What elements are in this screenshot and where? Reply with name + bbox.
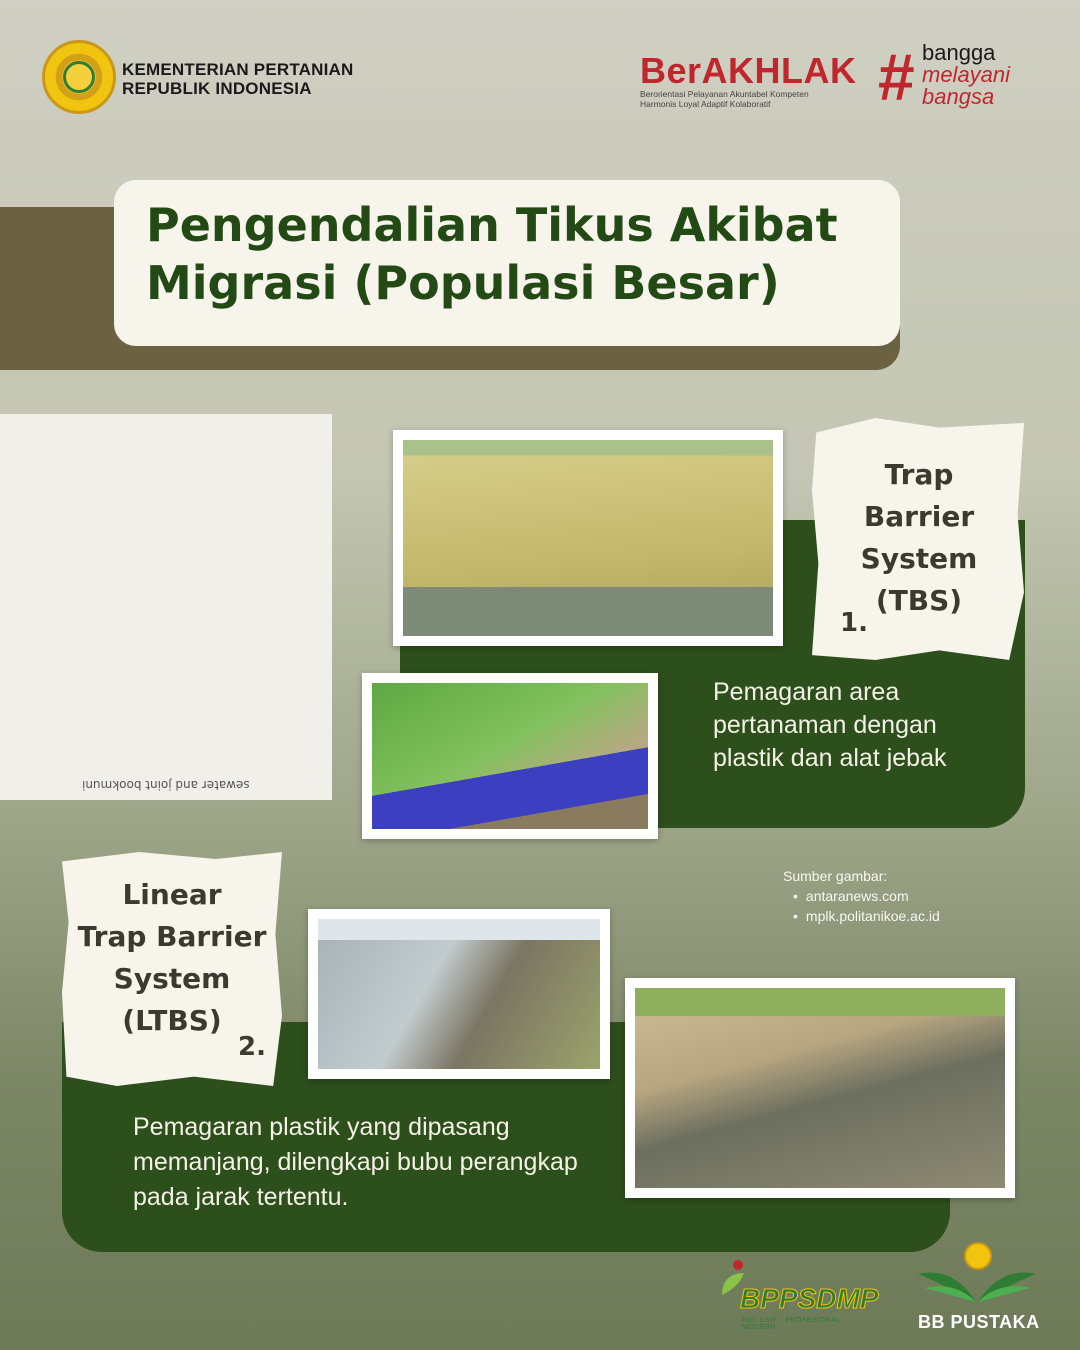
ltbs-photo-1-image <box>318 919 600 1069</box>
ministry-line1: KEMENTERIAN PERTANIAN <box>122 60 354 79</box>
page-title <box>146 196 886 312</box>
tbs-label-line: System <box>860 542 978 575</box>
ministry-name <box>122 60 354 98</box>
ltbs-label <box>72 874 272 1042</box>
book-wing-left-icon <box>918 1264 976 1304</box>
bangga-melayani-bangsa-logo <box>922 42 1010 108</box>
tbs-photo-1 <box>393 430 783 646</box>
tbs-label <box>836 454 1002 622</box>
ltbs-label-line: (LTBS) <box>122 1004 222 1037</box>
tbs-label-line: Trap <box>884 458 954 491</box>
bppsdmp-tagline: INKLUSIF · PROFESIONAL · MODERN <box>742 1317 846 1331</box>
ltbs-label-line: System <box>113 962 231 995</box>
tbs-number: 1. <box>840 608 868 638</box>
source-item: • mplk.politanikoe.ac.id <box>793 906 940 926</box>
title-line2: Migrasi (Populasi Besar) <box>146 256 780 310</box>
ministry-line2: REPUBLIK INDONESIA <box>122 79 312 98</box>
berakhlak-tagline <box>640 89 860 109</box>
bangga-word: bangga <box>922 40 996 65</box>
ltbs-label-line: Trap Barrier <box>77 920 267 953</box>
kementan-logo <box>42 40 116 114</box>
source-heading: Sumber gambar: <box>783 868 888 884</box>
ltbs-label-line: Linear <box>122 878 222 911</box>
bangsa-word: bangsa <box>922 84 995 109</box>
hashtag-icon: # <box>878 40 915 114</box>
melayani-word: melayani <box>922 62 1011 87</box>
bppsdmp-wordmark: BPPSDMP <box>740 1283 879 1314</box>
tbs-photo-2-image <box>372 683 648 829</box>
tbs-label-line: Barrier <box>863 500 975 533</box>
bppsdmp-logo <box>718 1255 880 1331</box>
tbs-photo-2 <box>362 673 658 839</box>
berakhlak-logo: BerAKHLAK <box>640 50 857 91</box>
source-list <box>783 886 940 926</box>
bb-pustaka-wordmark: BB PUSTAKA <box>918 1312 1040 1332</box>
berakhlak-tagline-line2: Harmonis Loyal Adaptif Kolaboratif <box>640 99 771 109</box>
tbs-label-line: (TBS) <box>875 584 963 617</box>
bb-pustaka-logo <box>914 1242 1040 1334</box>
ltbs-description: Pemagaran plastik yang dipasang memanjang, dilengkapi bubu perangkap pada jarak tertentu. <box>133 1113 578 1211</box>
ltbs-photo-2 <box>625 978 1015 1198</box>
image-source <box>783 866 940 926</box>
source-item: • antaranews.com <box>793 886 940 906</box>
berakhlak-tagline-line1: Berorientasi Pelayanan Akuntabel Kompeten <box>640 89 809 99</box>
rats-photo <box>0 414 332 800</box>
ltbs-photo-2-image <box>635 988 1005 1188</box>
ltbs-number: 2. <box>238 1032 266 1062</box>
rats-photo-caption: sewater and joint bookmuni <box>82 778 250 792</box>
book-wing-right-icon <box>978 1264 1036 1304</box>
title-line1: Pengendalian Tikus Akibat <box>146 198 838 252</box>
tbs-photo-1-image <box>403 440 773 636</box>
tbs-description: Pemagaran area pertanaman dengan plastik dan alat jebak <box>713 678 947 772</box>
ltbs-photo-1 <box>308 909 610 1079</box>
